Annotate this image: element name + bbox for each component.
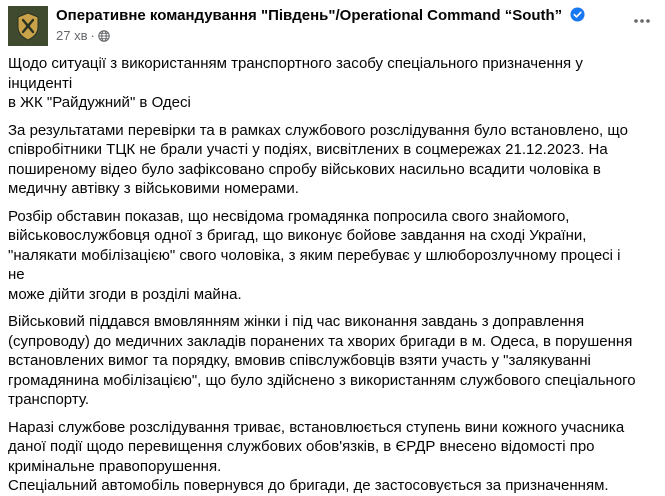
globe-icon [98,30,110,42]
post-paragraph-5: Наразі службове розслідування триває, встановлюється ступень вини кожного учасника даної події щодо перевищення службових обов'язків, в ЄРДР внесено відомості про кримінальне правопорушення. [8,418,625,475]
post-body [8,54,638,496]
post-paragraph-6: Спеціальний автомобіль повернувся до бригади, де застосовується за призначенням. [8,477,609,494]
post-header [8,4,657,44]
more-options-button[interactable] [627,6,657,36]
meta-separator: · [90,28,95,43]
unit-emblem-icon [8,6,48,46]
page-name-link[interactable] [56,7,585,24]
page-avatar[interactable] [8,6,48,46]
post-paragraph-3: Розбір обставин показав, що несвідома громадянка попросила свого знайомого, військовослужбовця одної з бригад, що виконує бойове завдання на сході України, "налякати мобілізацією" свого чоловіка, з яким перебуває у шлюборозлучному процесі і не може дійти згоди в розділі майна. [8,207,621,303]
verified-badge-icon [570,7,585,22]
post-timestamp-link[interactable]: 27 хв [56,28,88,43]
post-paragraph-4: Військовий піддався вмовлянням жінки і під час виконання завдань з доправлення (супроводу) до медичних закладів поранених та хворих бригади в м. Одеса, в порушення встановлених вимог та порядку, вмовив співслужбовців взяти участь у "залякуванні громадянина мобілізацією", що було здійснено з використанням службового спеціального транспорту. [8,313,636,408]
post-paragraph-2: За результатами перевірки та в рамках службового розслідування було встановлено, що співробітники ТЦК не брали участі у подіях, висвітлених в соцмережах 21.12.2023. На поширеному відео було зафіксовано спробу військових насильно всадити чоловіка в медичну автівку з військовими номерами. [8,121,628,197]
post-paragraph-1: Щодо ситуації з використанням транспортного засобу спеціального призначення у інциденті в ЖК "Райдужний" в Одесі [8,55,583,111]
more-options-icon [632,11,652,31]
post-meta [56,28,110,43]
page-name[interactable]: Оперативне командування "Південь"/Operational Command “South” [56,7,563,24]
